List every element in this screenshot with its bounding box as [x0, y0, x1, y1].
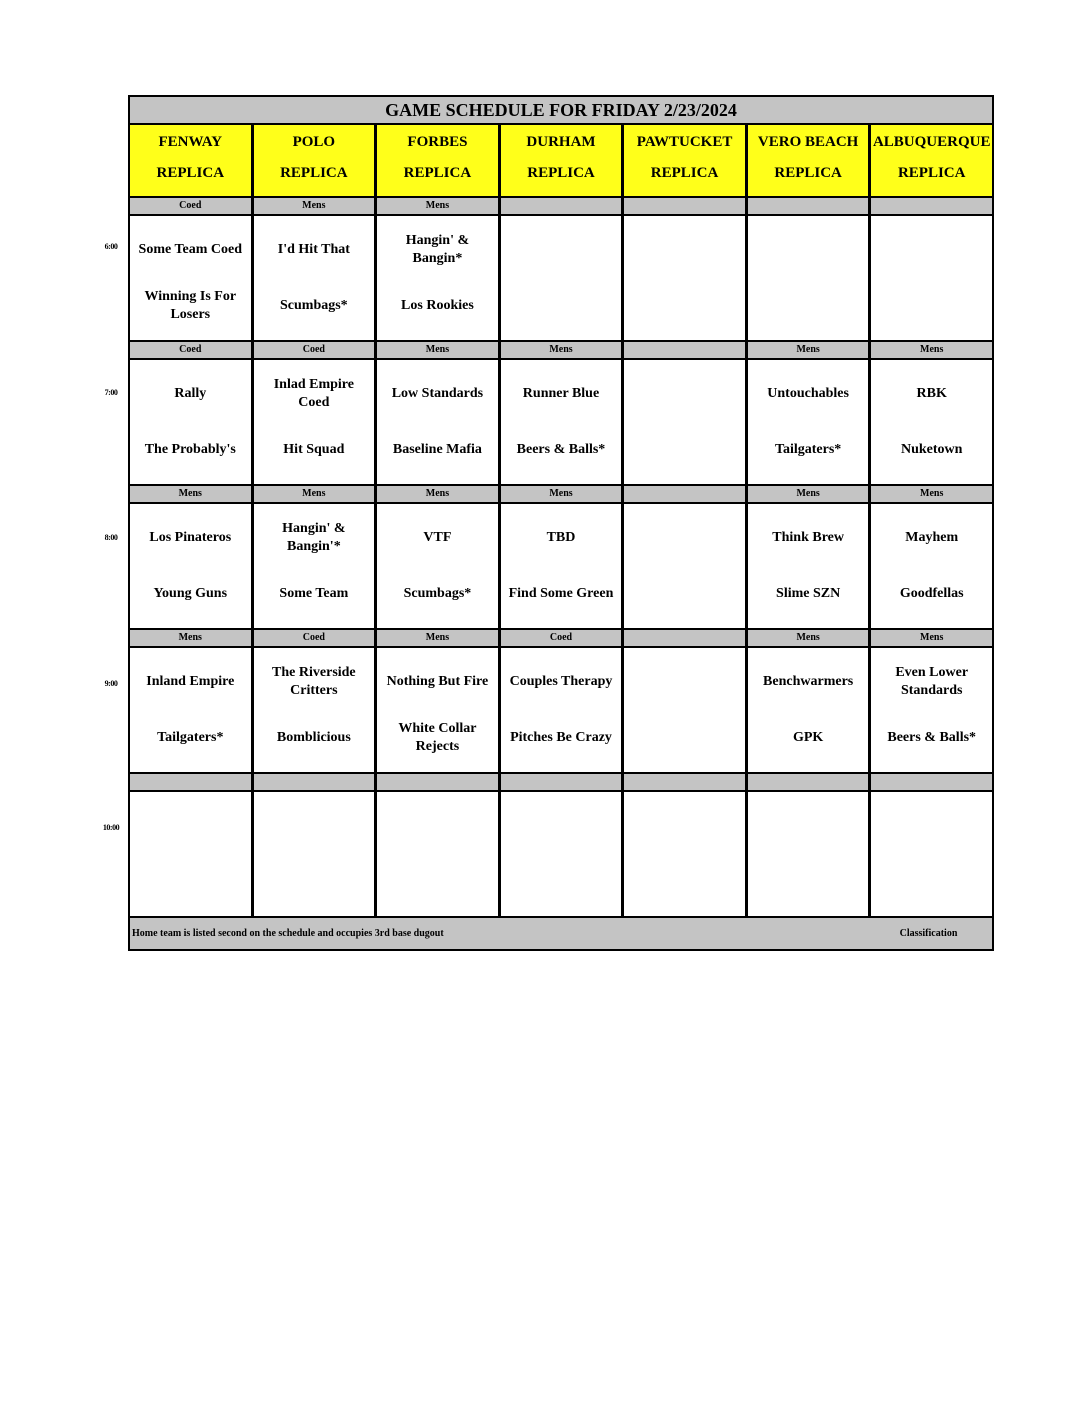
classification-cell: Mens	[748, 486, 869, 502]
home-team: Los Rookies	[401, 298, 474, 313]
home-team	[254, 854, 375, 916]
classification-cell: Mens	[130, 486, 251, 502]
venue-sub: REPLICA	[897, 165, 966, 181]
game-cell	[501, 360, 622, 484]
game-cell	[130, 360, 251, 484]
classification-cell	[377, 774, 498, 790]
classification-cell	[871, 774, 992, 790]
game-cell	[130, 504, 251, 628]
home-team: Scumbags*	[280, 298, 348, 313]
away-team: RBK	[916, 386, 947, 401]
venue-name: ALBUQUERQUE	[872, 134, 991, 150]
game-row	[130, 360, 992, 484]
game-cell	[748, 216, 869, 340]
home-team: Winning Is For Losers	[144, 289, 237, 322]
home-team: Scumbags*	[403, 586, 472, 601]
game-cell	[624, 360, 745, 484]
classification-row	[130, 630, 992, 646]
home-team	[377, 854, 498, 916]
time-label: 10:00	[102, 823, 120, 832]
game-row	[130, 216, 992, 340]
home-team	[624, 278, 745, 340]
home-team	[871, 854, 992, 916]
venue-name: POLO	[292, 134, 336, 150]
classification-cell	[624, 198, 745, 214]
venue-sub: REPLICA	[650, 165, 719, 181]
venue-header	[254, 125, 375, 196]
game-row	[130, 504, 992, 628]
home-team: Tailgaters*	[157, 730, 224, 745]
venue-sub: REPLICA	[774, 165, 842, 181]
away-team: Couples Therapy	[509, 674, 613, 689]
away-team	[130, 792, 251, 854]
time-label: 7:00	[104, 388, 118, 397]
classification-cell: Coed	[501, 630, 622, 646]
game-row	[130, 792, 992, 916]
away-team	[624, 216, 745, 278]
classification-cell	[624, 342, 745, 358]
classification-cell: Mens	[748, 342, 869, 358]
home-team: Find Some Green	[508, 586, 614, 601]
home-team: GPK	[792, 730, 824, 745]
game-cell	[254, 504, 375, 628]
home-team	[501, 278, 622, 340]
venue-sub: REPLICA	[156, 165, 225, 181]
away-team: Low Standards	[391, 386, 484, 401]
game-cell	[377, 216, 498, 340]
schedule-title: GAME SCHEDULE FOR FRIDAY 2/23/2024	[130, 97, 992, 123]
classification-cell	[624, 774, 745, 790]
classification-cell	[501, 774, 622, 790]
away-team: Untouchables	[767, 386, 849, 401]
away-team	[871, 216, 992, 278]
venue-name: PAWTUCKET	[636, 134, 733, 150]
away-team: Benchwarmers	[763, 674, 854, 689]
away-team: Think Brew	[772, 530, 844, 545]
game-cell	[254, 360, 375, 484]
classification-cell: Mens	[377, 630, 498, 646]
home-team: Beers & Balls*	[887, 730, 977, 745]
away-team: TBD	[546, 530, 576, 545]
home-team	[624, 854, 745, 916]
away-team: Hangin' & Bangin'*	[282, 521, 346, 554]
away-team	[748, 792, 869, 854]
game-cell	[130, 648, 251, 772]
classification-cell: Coed	[130, 342, 251, 358]
venue-header-row	[130, 125, 992, 196]
away-team: The Riverside Critters	[272, 665, 356, 698]
classification-row	[130, 486, 992, 502]
home-team: Some Team	[279, 586, 349, 601]
away-team: Some Team Coed	[138, 242, 242, 257]
classification-cell: Mens	[254, 198, 375, 214]
game-cell	[254, 216, 375, 340]
classification-cell	[871, 198, 992, 214]
classification-cell: Mens	[130, 630, 251, 646]
game-cell	[130, 792, 251, 916]
away-team	[501, 216, 622, 278]
away-team	[501, 792, 622, 854]
home-team: Bomblicious	[276, 730, 351, 745]
away-team	[624, 360, 745, 422]
classification-row	[130, 198, 992, 214]
classification-cell: Mens	[871, 630, 992, 646]
game-cell	[501, 792, 622, 916]
home-team	[624, 710, 745, 772]
game-cell	[871, 360, 992, 484]
away-team: Mayhem	[905, 530, 959, 545]
home-team: Goodfellas	[899, 586, 964, 601]
game-cell	[624, 216, 745, 340]
game-cell	[748, 648, 869, 772]
away-team: Inland Empire	[146, 674, 235, 689]
away-team: VTF	[423, 530, 452, 545]
home-team: White Collar Rejects	[398, 721, 477, 754]
away-team	[624, 648, 745, 710]
venue-header	[130, 125, 251, 196]
away-team	[748, 216, 869, 278]
away-team: Inlad Empire Coed	[273, 377, 354, 410]
home-team	[871, 278, 992, 340]
game-cell	[624, 504, 745, 628]
home-team: Pitches Be Crazy	[510, 730, 612, 745]
classification-cell: Mens	[871, 486, 992, 502]
game-cell	[871, 216, 992, 340]
home-team	[748, 278, 869, 340]
classification-cell: Mens	[254, 486, 375, 502]
classification-row	[130, 774, 992, 790]
venue-header	[377, 125, 498, 196]
classification-row	[130, 342, 992, 358]
game-row	[130, 648, 992, 772]
away-team: Hangin' & Bangin*	[405, 233, 470, 266]
time-label: 9:00	[104, 679, 118, 688]
classification-cell	[254, 774, 375, 790]
game-cell	[254, 648, 375, 772]
footer-note: Home team is listed second on the schedule and occupies 3rd base dugout	[132, 928, 444, 939]
venue-sub: REPLICA	[403, 165, 472, 181]
classification-cell: Mens	[377, 198, 498, 214]
venue-sub: REPLICA	[527, 165, 595, 181]
venue-name: VERO BEACH	[757, 134, 859, 150]
classification-cell	[748, 198, 869, 214]
home-team: Slime SZN	[776, 586, 841, 601]
home-team: The Probably's	[144, 442, 236, 457]
schedule-sheet	[128, 95, 994, 951]
classification-cell	[501, 198, 622, 214]
time-label: 6:00	[104, 242, 118, 251]
game-cell	[871, 504, 992, 628]
home-team	[748, 854, 869, 916]
away-team: Even Lower Standards	[895, 665, 969, 698]
home-team: Baseline Mafia	[392, 442, 482, 457]
game-cell	[624, 648, 745, 772]
home-team: Hit Squad	[283, 442, 345, 457]
venue-header	[748, 125, 869, 196]
venue-header	[501, 125, 622, 196]
game-cell	[748, 360, 869, 484]
away-team: I'd Hit That	[277, 242, 350, 257]
home-team: Young Guns	[153, 586, 228, 601]
classification-cell: Mens	[377, 342, 498, 358]
away-team: Runner Blue	[522, 386, 600, 401]
away-team	[624, 792, 745, 854]
game-cell	[501, 504, 622, 628]
venue-header	[871, 125, 992, 196]
classification-cell: Coed	[254, 342, 375, 358]
game-cell	[748, 792, 869, 916]
game-cell	[501, 216, 622, 340]
footer-bar	[130, 918, 992, 949]
venue-name: FENWAY	[158, 134, 223, 150]
classification-cell: Coed	[254, 630, 375, 646]
classification-cell	[748, 774, 869, 790]
venue-name: DURHAM	[526, 134, 596, 150]
home-team	[624, 422, 745, 484]
classification-cell	[130, 774, 251, 790]
game-cell	[624, 792, 745, 916]
classification-cell: Coed	[130, 198, 251, 214]
venue-sub: REPLICA	[280, 165, 348, 181]
home-team: Beers & Balls*	[516, 442, 606, 457]
classification-cell: Mens	[501, 486, 622, 502]
away-team	[871, 792, 992, 854]
classification-cell	[624, 486, 745, 502]
classification-cell	[624, 630, 745, 646]
away-team	[377, 792, 498, 854]
classification-cell: Mens	[748, 630, 869, 646]
away-team: Los Pinateros	[149, 530, 232, 545]
game-cell	[254, 792, 375, 916]
home-team	[130, 854, 251, 916]
home-team	[624, 566, 745, 628]
game-cell	[871, 648, 992, 772]
game-cell	[377, 792, 498, 916]
away-team: Rally	[174, 386, 207, 401]
away-team: Nothing But Fire	[386, 674, 489, 689]
home-team: Nuketown	[900, 442, 963, 457]
time-label: 8:00	[104, 533, 118, 542]
game-cell	[748, 504, 869, 628]
footer-legend: Classification	[899, 928, 958, 939]
away-team	[254, 792, 375, 854]
home-team	[501, 854, 622, 916]
game-cell	[377, 360, 498, 484]
venue-header	[624, 125, 745, 196]
classification-cell: Mens	[377, 486, 498, 502]
game-cell	[501, 648, 622, 772]
venue-name: FORBES	[407, 134, 468, 150]
game-cell	[377, 504, 498, 628]
game-cell	[871, 792, 992, 916]
home-team: Tailgaters*	[774, 442, 842, 457]
classification-cell: Mens	[501, 342, 622, 358]
game-cell	[377, 648, 498, 772]
away-team	[624, 504, 745, 566]
game-cell	[130, 216, 251, 340]
classification-cell: Mens	[871, 342, 992, 358]
